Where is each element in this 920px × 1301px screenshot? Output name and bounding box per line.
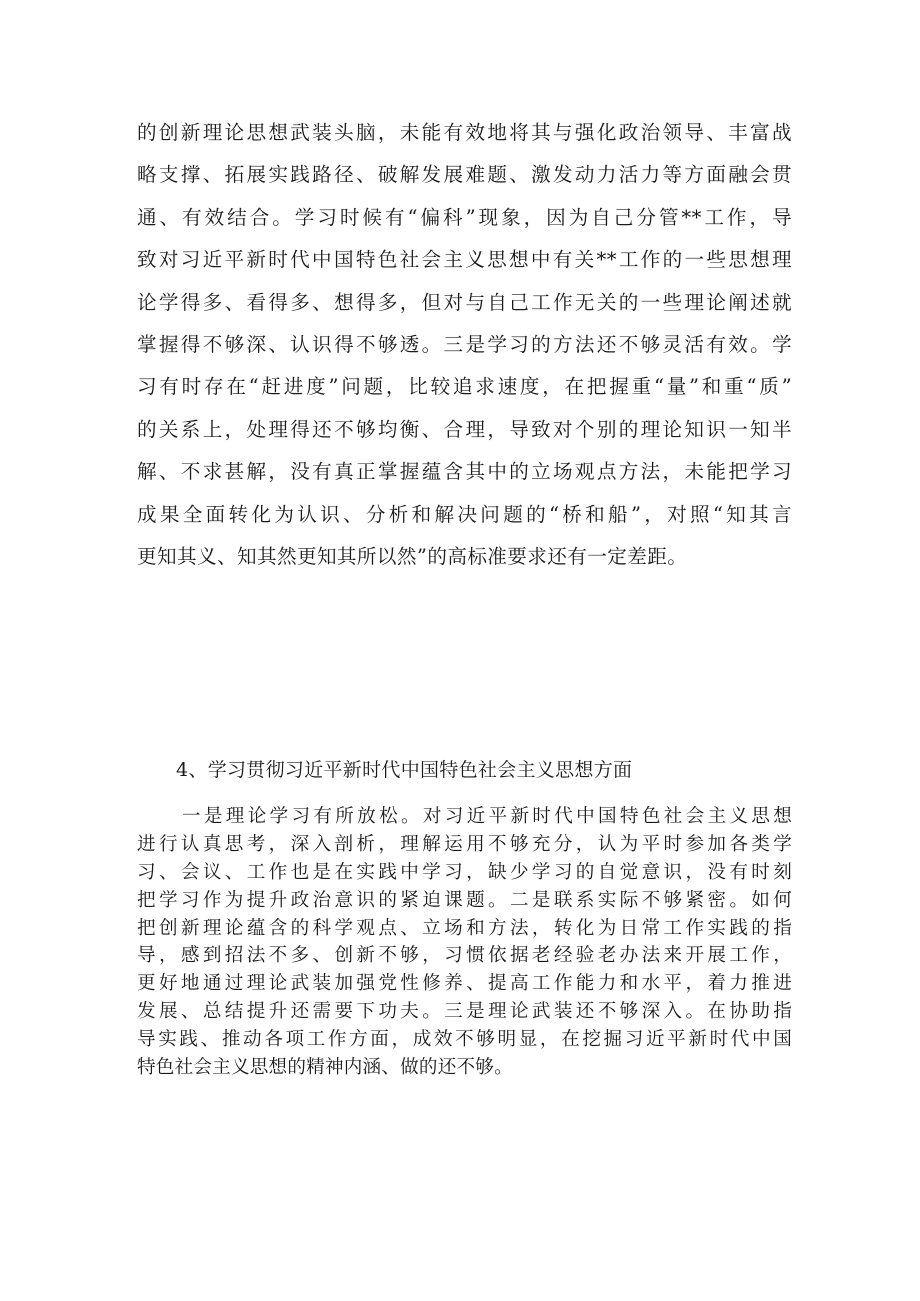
text-line: 论学得多、看得多、想得多，但对与自己工作无关的一些理论阐述就 <box>137 290 792 314</box>
text-line: 略支撑、拓展实践路径、破解发展难题、激发动力活力等方面融会贯 <box>137 163 792 187</box>
section-heading: 4、学习贯彻习近平新时代中国特色社会主义思想方面 <box>176 759 633 781</box>
text-line: 把创新理论蕴含的科学观点、立场和方法，转化为日常工作实践的指 <box>137 917 792 939</box>
text-line: 导，感到招法不多、创新不够，习惯依据老经验老办法来开展工作， <box>137 945 792 967</box>
text-line: 习有时存在“赶进度”问题，比较追求速度，在把握重“量”和重“质” <box>137 375 792 399</box>
text-line: 导实践、推动各项工作方面，成效不够明显，在挖掘习近平新时代中国 <box>137 1029 792 1051</box>
paragraph-continued <box>137 112 792 578</box>
text-line: 成果全面转化为认识、分析和解决问题的“桥和船”，对照“知其言 <box>137 502 792 526</box>
text-line: 更好地通过理论武装加强党性修养、提高工作能力和水平，着力推进 <box>137 973 792 995</box>
paragraph-section-4 <box>137 803 792 1082</box>
text-line: 习、会议、工作也是在实践中学习，缺少学习的自觉意识，没有时刻 <box>137 861 792 883</box>
text-line: 掌握得不够深、认识得不够透。三是学习的方法还不够灵活有效。学 <box>137 332 792 356</box>
text-line: 的关系上，处理得还不够均衡、合理，导致对个别的理论知识一知半 <box>137 417 792 441</box>
text-line: 的创新理论思想武装头脑，未能有效地将其与强化政治领导、丰富战 <box>137 121 792 144</box>
text-line: 把学习作为提升政治意识的紧迫课题。二是联系实际不够紧密。如何 <box>137 889 792 911</box>
text-line: 发展、总结提升还需要下功夫。三是理论武装还不够深入。在协助指 <box>137 1001 792 1023</box>
text-line: 进行认真思考，深入剖析，理解运用不够充分，认为平时参加各类学 <box>137 833 792 855</box>
text-line: 致对习近平新时代中国特色社会主义思想中有关**工作的一些思想理 <box>137 248 792 272</box>
text-line: 通、有效结合。学习时候有“偏科”现象，因为自己分管**工作，导 <box>137 205 792 229</box>
text-line: 解、不求甚解，没有真正掌握蕴含其中的立场观点方法，未能把学习 <box>137 460 792 484</box>
text-line: 一是理论学习有所放松。对习近平新时代中国特色社会主义思想 <box>182 806 792 827</box>
text-line: 特色社会主义思想的精神内涵、做的还不够。 <box>137 1057 513 1079</box>
text-line: 更知其义、知其然更知其所以然”的高标准要求还有一定差距。 <box>137 544 688 568</box>
